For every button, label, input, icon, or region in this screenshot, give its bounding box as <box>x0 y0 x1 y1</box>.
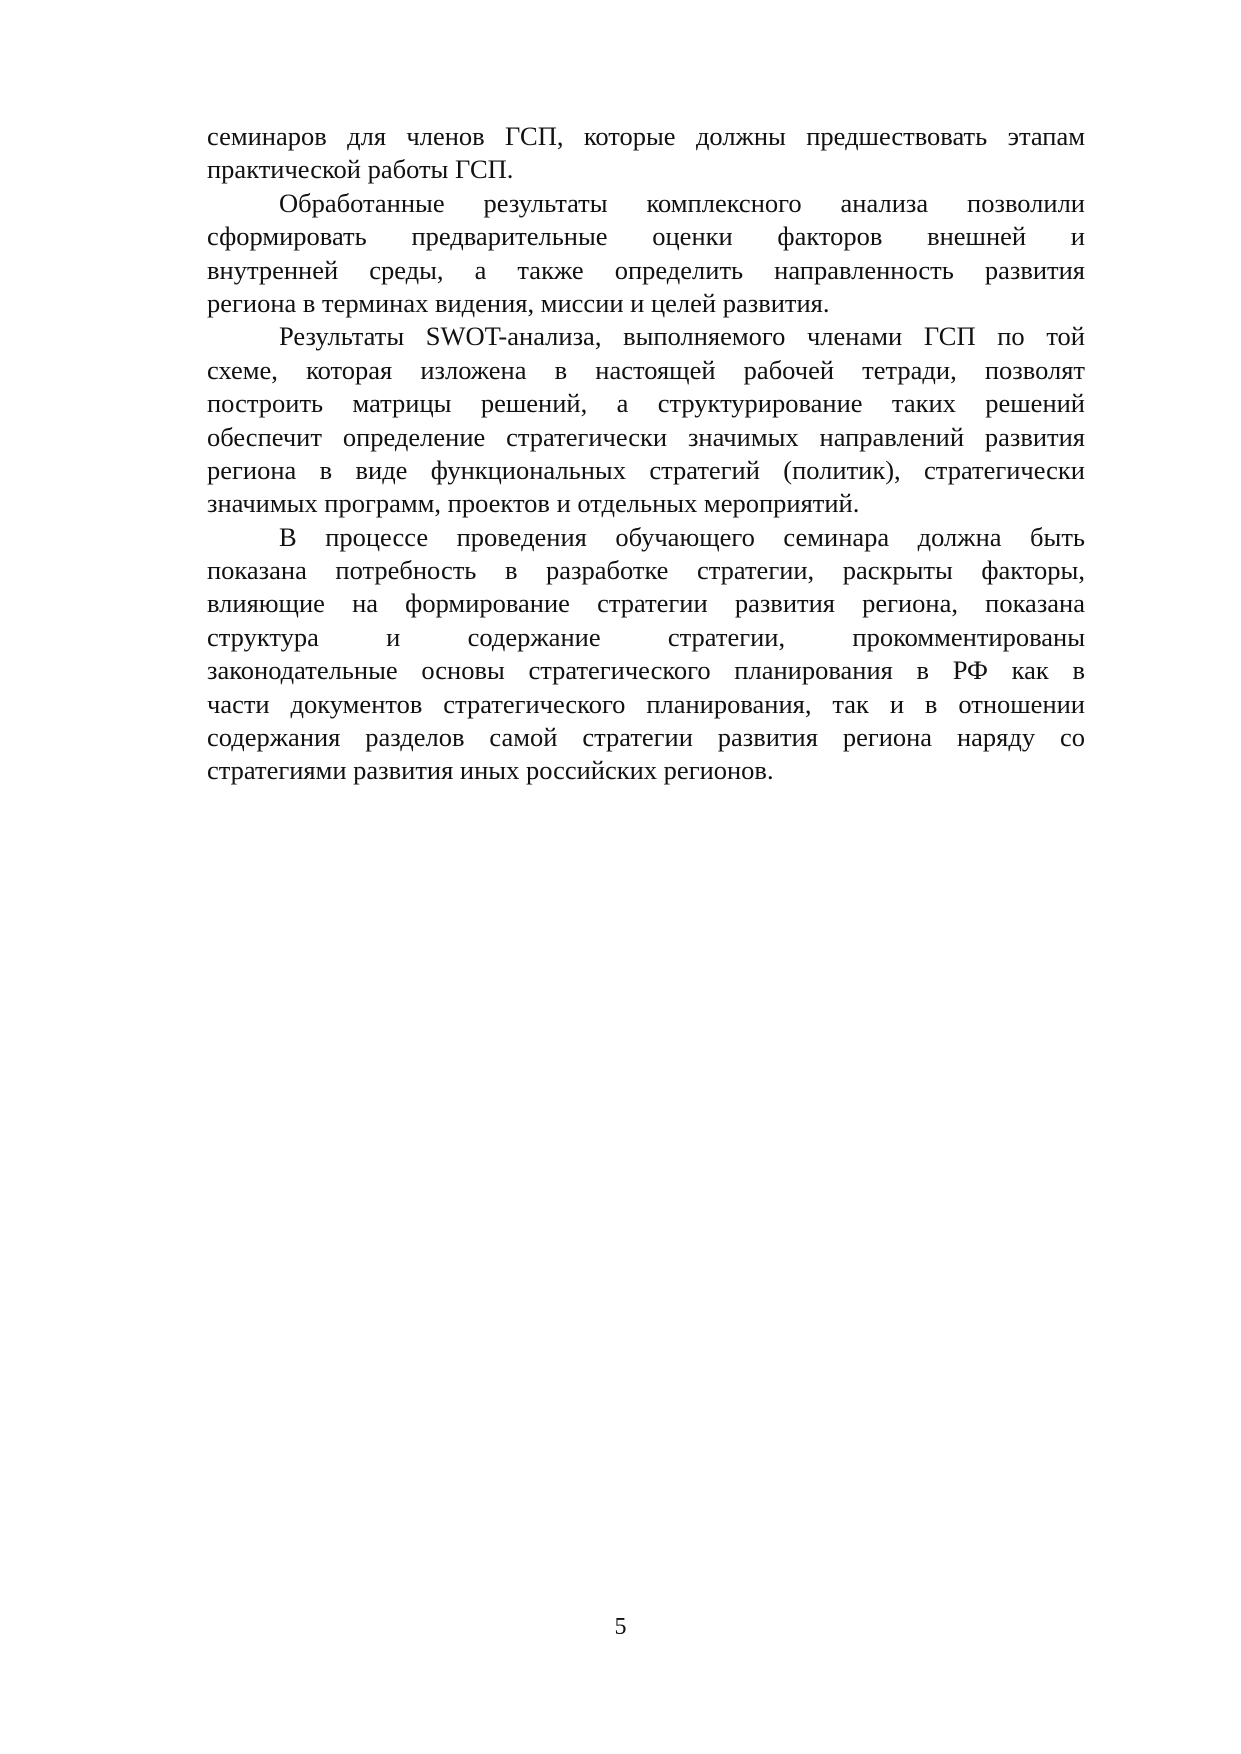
text-line: практической работы ГСП. <box>207 154 514 185</box>
text-line: содержания разделов самой стратегии развития региона наряду со <box>207 722 1085 753</box>
text-line: внутренней среды, а также определить направленность развития <box>207 254 1085 285</box>
text-line: обеспечит определение стратегически значимых направлений развития <box>207 421 1085 452</box>
text-line: региона в терминах видения, миссии и целей развития. <box>207 287 830 318</box>
text-line: построить матрицы решений, а структурирование таких решений <box>207 388 1085 419</box>
document-body <box>207 120 1085 788</box>
paragraph <box>207 187 1085 321</box>
text-line: стратегиями развития иных российских регионов. <box>207 755 774 786</box>
paragraph <box>207 521 1085 788</box>
text-line: законодательные основы стратегического планирования в РФ как в <box>207 655 1085 686</box>
text-line: показана потребность в разработке стратегии, раскрыты факторы, <box>207 555 1085 586</box>
paragraph <box>207 120 1085 187</box>
text-line: региона в виде функциональных стратегий (политик), стратегически <box>207 454 1085 485</box>
text-line: сформировать предварительные оценки факторов внешней и <box>207 221 1085 252</box>
text-line: схеме, которая изложена в настоящей рабочей тетради, позволят <box>207 354 1085 385</box>
paragraph <box>207 320 1085 520</box>
text-line: влияющие на формирование стратегии развития региона, показана <box>207 588 1085 619</box>
text-line: Обработанные результаты комплексного анализа позволили <box>279 187 1085 218</box>
text-line: семинаров для членов ГСП, которые должны предшествовать этапам <box>207 121 1085 151</box>
text-line: В процессе проведения обучающего семинара должна быть <box>279 521 1085 552</box>
text-line: Результаты SWOT-анализа, выполняемого членами ГСП по той <box>279 321 1085 352</box>
text-line: структура и содержание стратегии, прокомментированы <box>207 621 1085 652</box>
text-line: значимых программ, проектов и отдельных мероприятий. <box>207 488 860 519</box>
text-line: части документов стратегического планирования, так и в отношении <box>207 688 1085 719</box>
page-number: 5 <box>614 1614 627 1640</box>
